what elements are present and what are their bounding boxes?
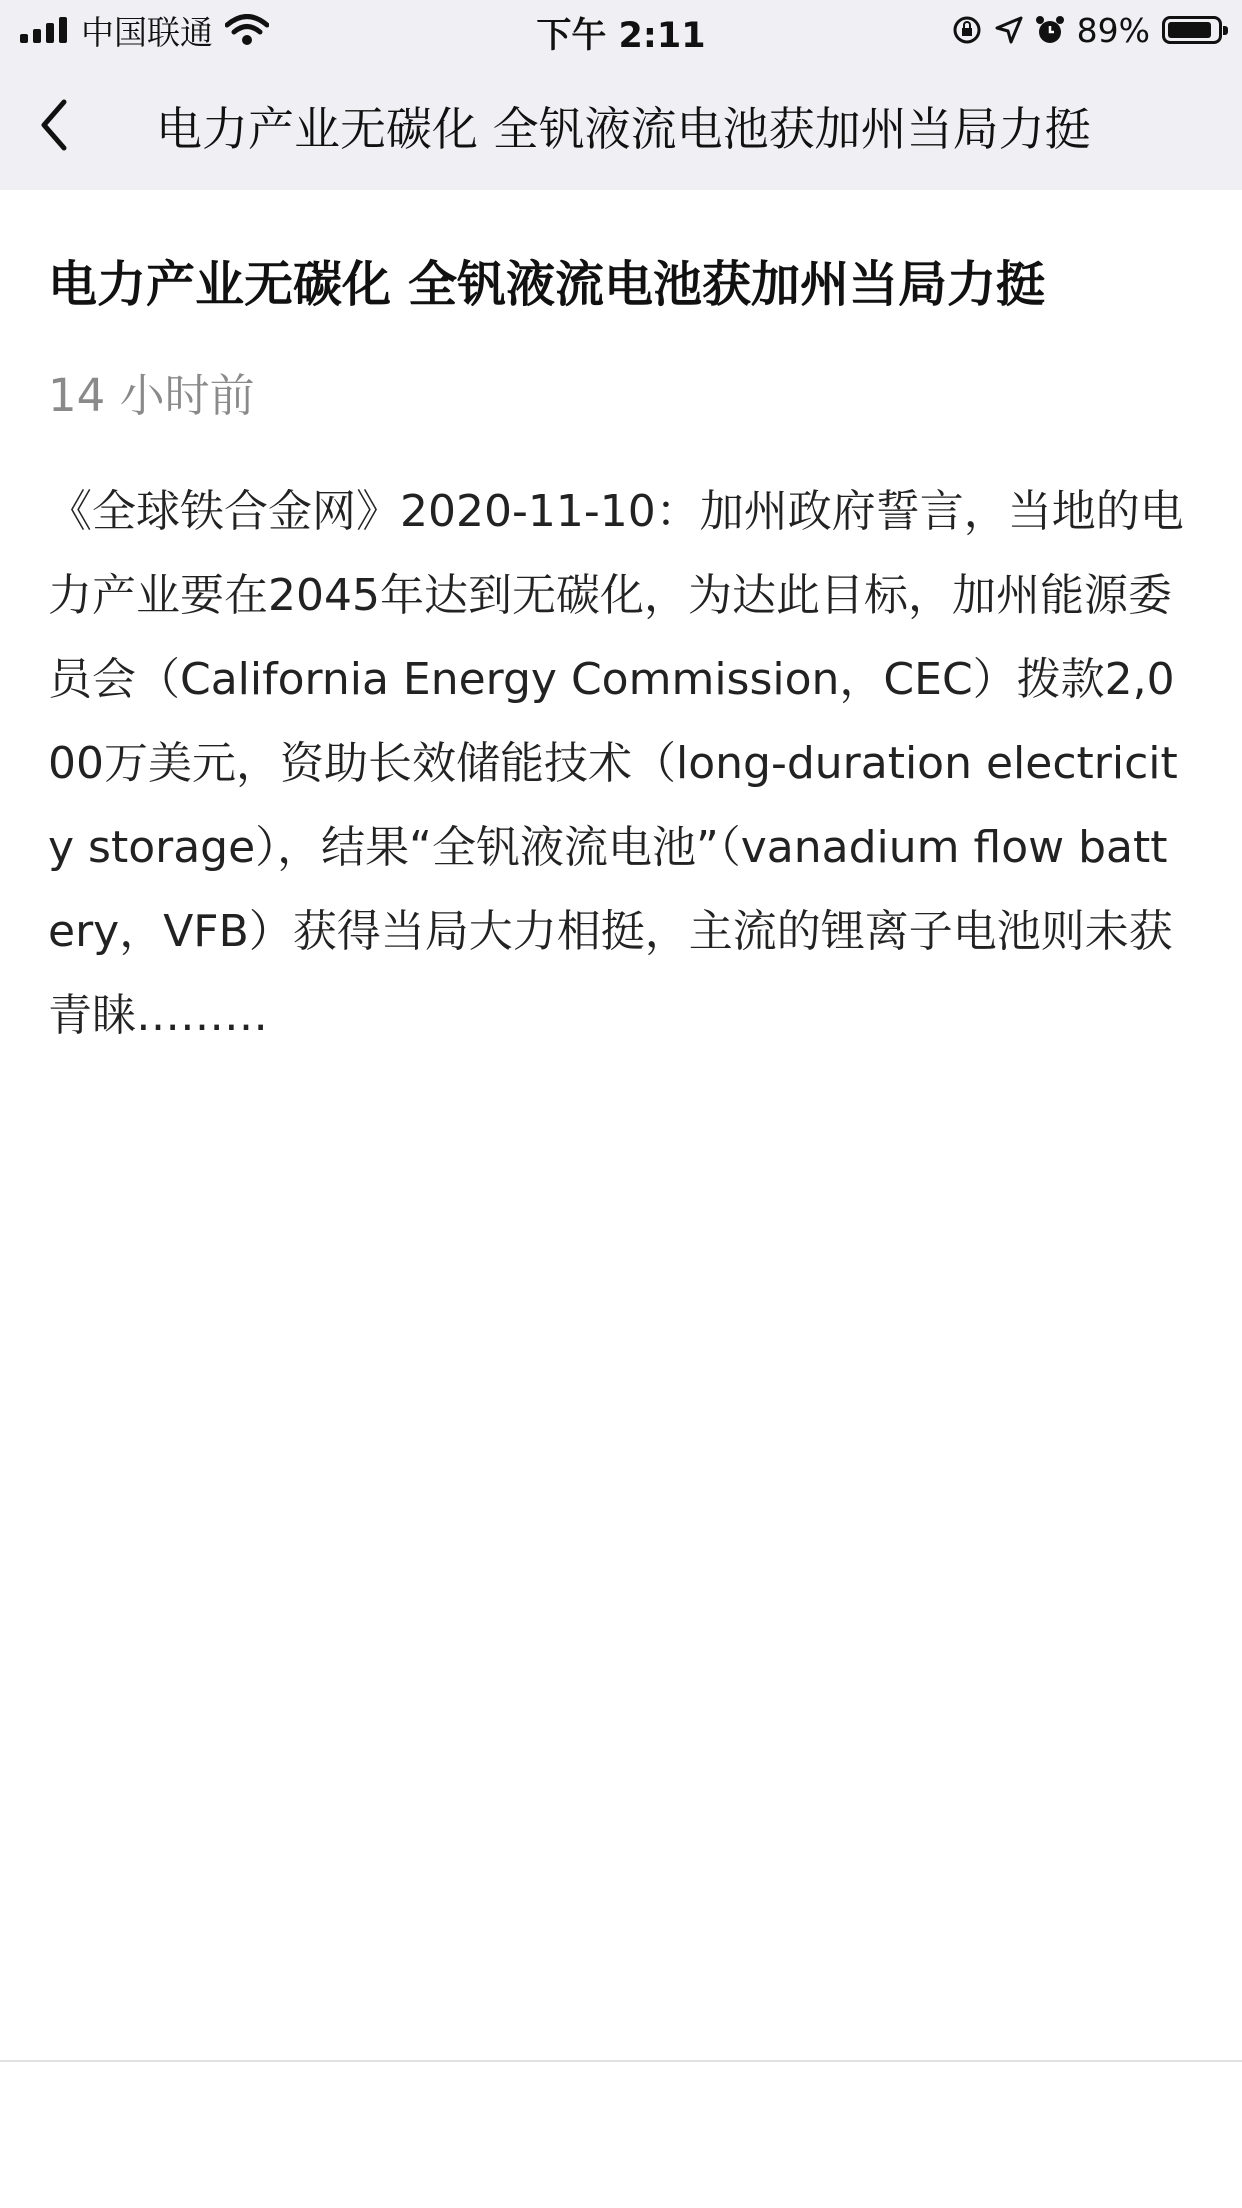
bottom-divider (0, 2060, 1242, 2062)
status-time: 下午 2:11 (536, 16, 706, 56)
status-bar (0, 0, 1242, 60)
status-right (951, 10, 1222, 50)
article-title: 电力产业无碳化 全钒液流电池获加州当局力挺 (48, 256, 1046, 313)
article-timestamp: 14 小时前 (48, 369, 255, 422)
battery-icon (1162, 16, 1222, 44)
orientation-lock-icon (951, 14, 983, 46)
navigation-bar (0, 60, 1242, 190)
location-icon (995, 16, 1023, 44)
alarm-icon (1035, 15, 1065, 45)
carrier-label: 中国联通 (81, 12, 213, 52)
back-button[interactable] (30, 90, 100, 160)
chevron-left-icon (30, 90, 100, 160)
article-body: 《全球铁合金网》2020-11-10：加州政府誓言，当地的电力产业要在2045年达到无碳化，为达此目标，加州能源委员会（California Energy Commission，CEC）拨款2,000万美元，资助长效储能技术（long-duration electricity storage），结果“全钒液流电池”（vanadium flow battery，VFB）获得当局大力相挺，主流的锂离子电池则未获青睐……… (48, 486, 1184, 1041)
battery-percent: 89% (1076, 10, 1150, 50)
article (48, 190, 1194, 1058)
nav-title: 电力产业无碳化 全钒液流电池获加州当局力挺 (156, 102, 1091, 156)
